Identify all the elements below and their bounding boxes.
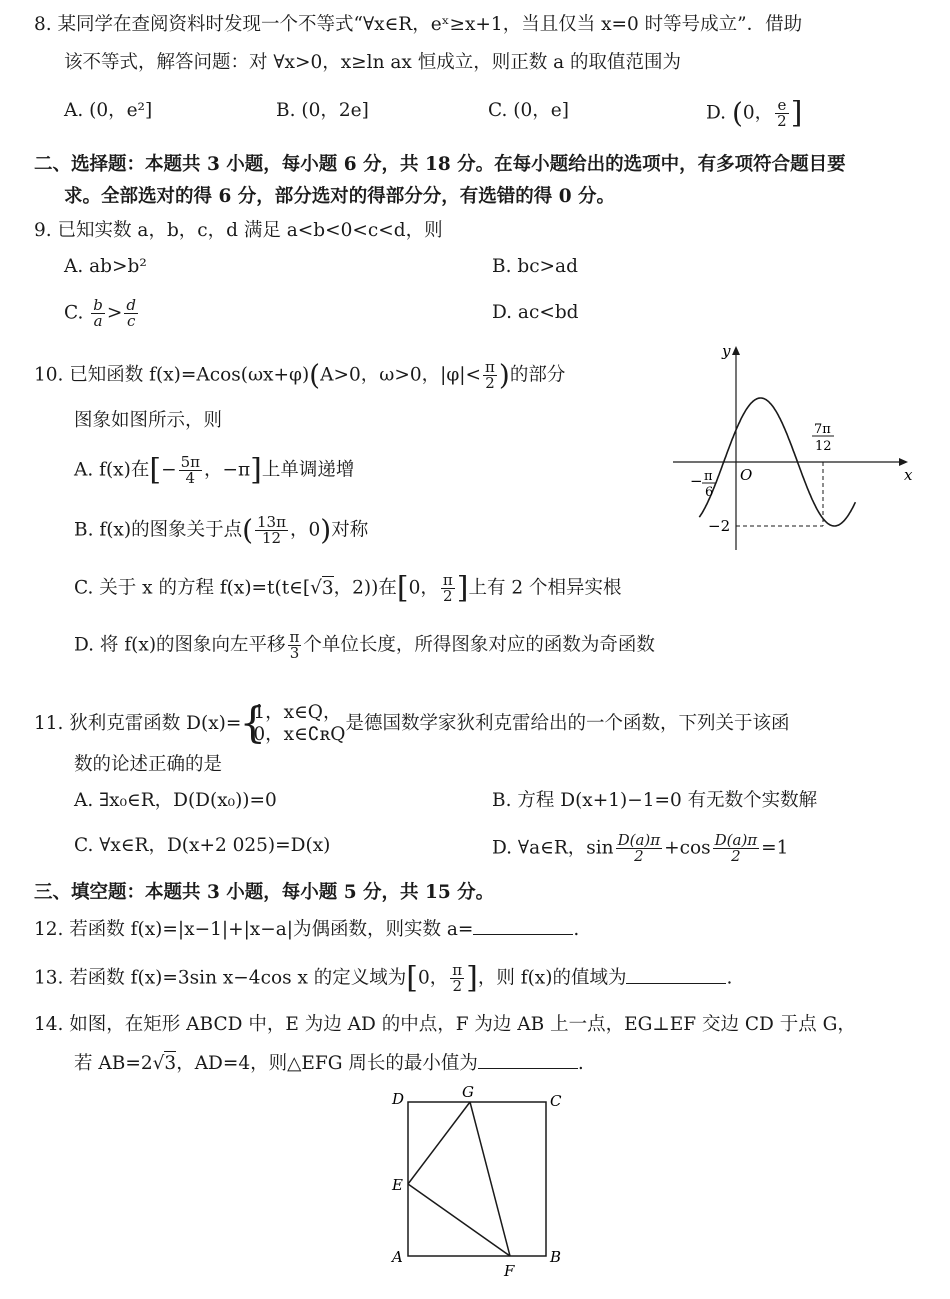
- label-f: F: [504, 1262, 515, 1280]
- section2-header-line2: 求。全部选对的得 6 分，部分选对的得部分分，有选错的得 0 分。: [64, 186, 616, 207]
- graph-7pi12-den: 12: [815, 439, 832, 454]
- q9-option-b: B. bc>ad: [492, 256, 578, 277]
- graph-y-arrow: [732, 346, 740, 355]
- q8-option-a: A. (0，e²]: [64, 100, 153, 121]
- q12-answer-blank[interactable]: [473, 916, 573, 935]
- q13-stem: 13. 若函数 f(x)=3sin x−4cos x 的定义域为[0， $\frac{\pi}{2}$ ]，则 f(x)的值域为 .: [34, 960, 733, 996]
- q10-option-d: D. 将 f(x)的图象向左平移 $\frac{\pi}{3}$ 个单位长度，所得图象对应的函数为奇函数: [74, 628, 655, 662]
- graph-y-label: y: [722, 342, 731, 360]
- q8-stem-line2: 该不等式，解答问题：对 ∀x>0，x≥ln ax 恒成立，则正数 a 的取值范围为: [64, 52, 682, 73]
- section3-header: 三、填空题：本题共 3 小题，每小题 5 分，共 15 分。: [34, 882, 495, 903]
- q11-option-c: C. ∀x∈R，D(x+2 025)=D(x): [74, 835, 331, 856]
- graph-origin-label: O: [740, 466, 753, 484]
- q8-stem-line1: 8. 某同学在查阅资料时发现一个不等式“∀x∈R，eˣ≥x+1，当且仅当 x=0 时等号成立”．借助: [34, 14, 803, 35]
- q9-option-d: D. ac<bd: [492, 302, 579, 323]
- q11-option-b: B. 方程 D(x+1)−1=0 有无数个实数解: [492, 790, 818, 811]
- q10-stem-line2: 图象如图所示，则: [74, 410, 223, 431]
- graph-neg-sign: −: [690, 472, 703, 490]
- label-b: B: [550, 1248, 562, 1266]
- q8-option-b: B. (0，2e]: [276, 100, 369, 121]
- q11-option-d: D. ∀a∈R，sin $\frac{D(a)\pi}{2}$ +cos $\frac{D(a)\pi}{2}$ =1: [492, 831, 789, 865]
- q14-answer-blank[interactable]: [478, 1050, 578, 1069]
- q10-option-a: A. f(x)在[− $\frac{5\pi}{4}$ ，−π]上单调递增: [74, 452, 355, 488]
- graph-pi6-num: π: [704, 469, 713, 484]
- q8-option-d: D. (0， $\frac{e}{2}$ ]: [706, 95, 803, 131]
- q11-stem-line2: 数的论述正确的是: [74, 754, 223, 775]
- q9-option-c: C. $\frac{b}{a}$ > $\frac{d}{c}$: [64, 296, 137, 330]
- q9-stem: 9. 已知实数 a，b，c，d 满足 a<b<0<c<d，则: [34, 220, 443, 241]
- graph-7pi12-num: 7π: [814, 422, 831, 437]
- graph-pi6-den: 6: [705, 485, 714, 500]
- q14-rectangle-figure: [380, 1084, 580, 1294]
- label-c: C: [550, 1092, 562, 1110]
- section2-header-line1: 二、选择题：本题共 3 小题，每小题 6 分，共 18 分。在每小题给出的选项中，有多项符合题目要: [34, 154, 846, 175]
- label-d: D: [392, 1090, 405, 1108]
- graph-x-arrow: [899, 458, 908, 466]
- q13-answer-blank[interactable]: [626, 965, 726, 984]
- graph-x-label: x: [904, 466, 913, 484]
- q9-option-a: A. ab>b²: [64, 256, 147, 277]
- segment-eg: [408, 1102, 470, 1184]
- q11-option-a: A. ∃x₀∈R，D(D(x₀))=0: [74, 790, 277, 811]
- graph-minus2-label: −2: [708, 517, 731, 535]
- q10-option-b: B. f(x)的图象关于点( $\frac{13\pi}{12}$ ，0)对称: [74, 513, 369, 547]
- q10-stem-line1: 10. 已知函数 f(x)=Acos(ωx+φ)(A>0，ω>0，|φ|< $\frac{\pi}{2}$ )的部分: [34, 358, 566, 392]
- q10-option-c: C. 关于 x 的方程 f(x)=t(t∈[√3，2))在[0， $\frac{\pi}{2}$ ]上有 2 个相异实根: [74, 570, 622, 606]
- label-g: G: [462, 1084, 474, 1101]
- q14-stem-line2: 若 AB=2√3，AD=4，则△EFG 周长的最小值为 .: [74, 1050, 584, 1077]
- label-a: A: [392, 1248, 403, 1266]
- q10-cosine-graph: [668, 340, 918, 560]
- q14-stem-line1: 14. 如图，在矩形 ABCD 中，E 为边 AD 的中点，F 为边 AB 上一点，EG⊥EF 交边 CD 于点 G，: [34, 1014, 856, 1035]
- label-e: E: [392, 1176, 403, 1194]
- q12-stem: 12. 若函数 f(x)=|x−1|+|x−a|为偶函数，则实数 a= .: [34, 916, 579, 943]
- q11-stem-line1: 11. 狄利克雷函数 D(x)= { 1，x∈Q， 0，x∈∁ʀQ 是德国数学家狄利克雷给出的一个函数，下列关于该函: [34, 702, 790, 746]
- q8-option-c: C. (0，e]: [488, 100, 569, 121]
